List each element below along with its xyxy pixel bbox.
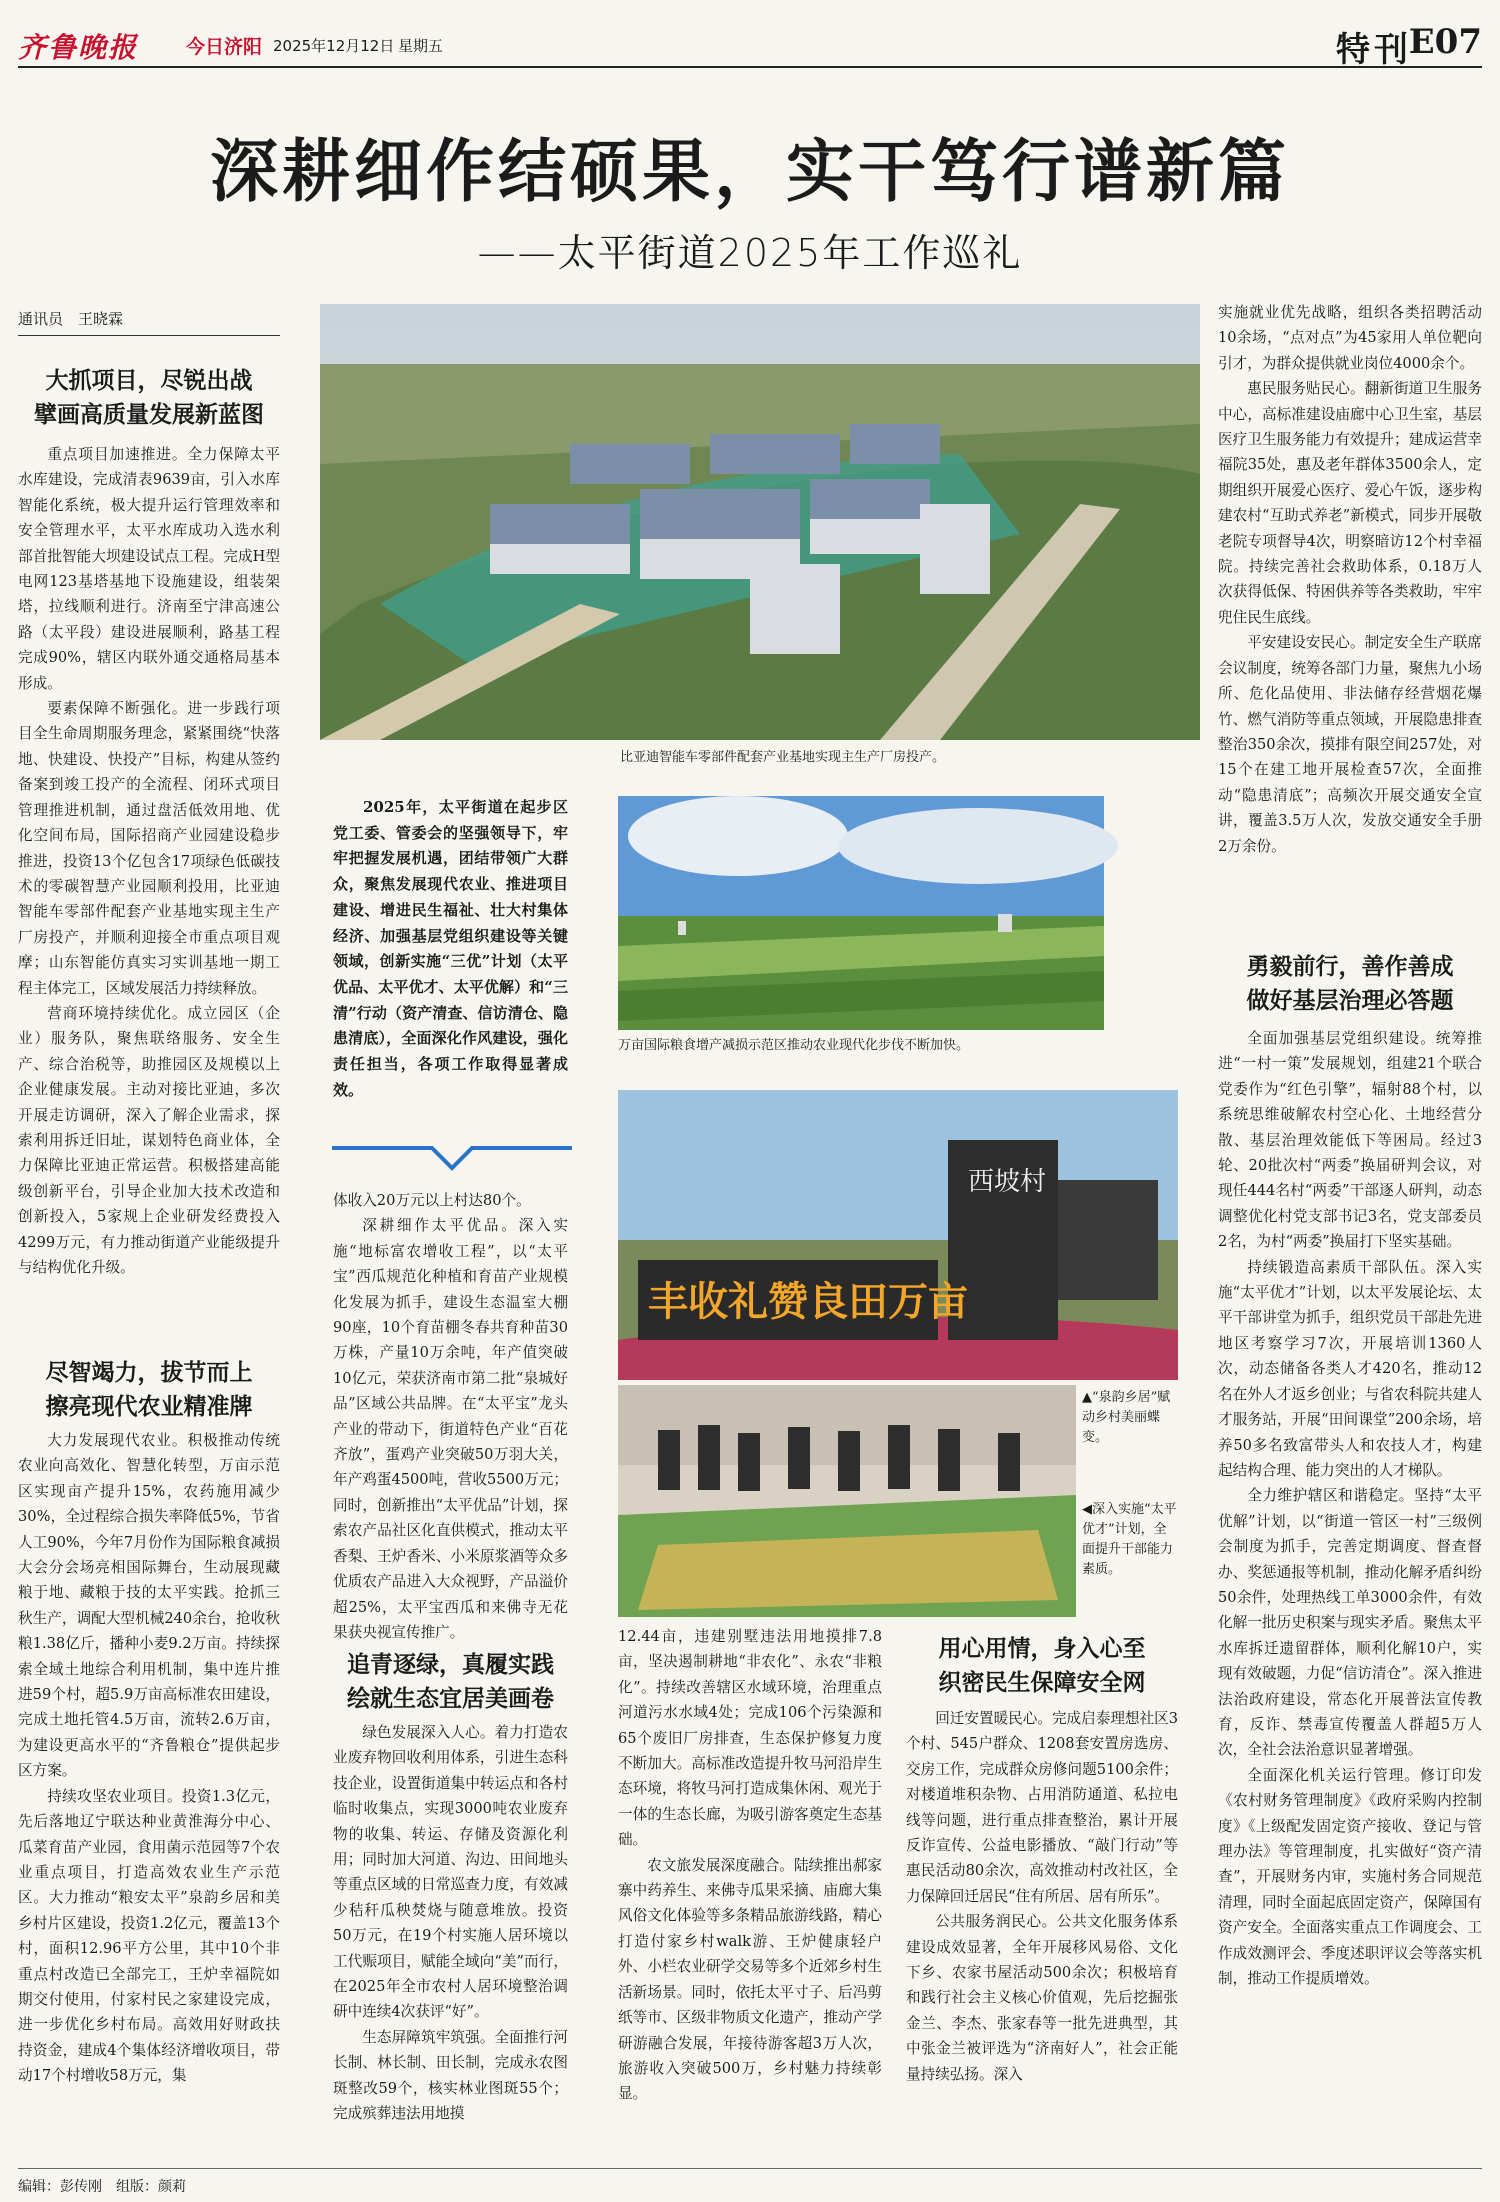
column-3-text [618, 1624, 882, 2168]
photo-caption: 比亚迪智能车零部件配套产业基地实现主生产厂房投产。 [620, 750, 946, 765]
paragraph: 营商环境持续优化。成立园区（企业）服务队，聚焦联络服务、安全生产、综合治税等，助推园区及规模以上企业健康发展。主动对接比亚迪，多次开展走访调研，深入了解企业需求，探索利用拆迁旧址，谋划特色商业体，全力保障比亚迪正常运营。积极搭建高能级创新平台，引导企业加大技术改造和创新投入，5家规上企业研发经费投入4299万元，有力推动街道产业能级提升与结构优化升级。 [18, 1004, 280, 1276]
paragraph: 平安建设安民心。制定安全生产联席会议制度，统筹各部门力量，聚焦九小场所、危化品使用、非法储存经营烟花爆竹、燃气消防等重点领域，开展隐患排查整治350余次，摸排有限空间257处，对15个在建工地开展检查57次，全面推动“隐患清底”；高频次开展交通安全宣讲，覆盖3.5万人次，发放交通安全手册2万余份。 [1218, 634, 1482, 855]
section-title-line: 织密民生保障安全网 [938, 1669, 1146, 1696]
photo-model-viewing [618, 1385, 1076, 1617]
issue-weekday: 星期五 [398, 37, 444, 55]
section-title-line: 绘就生态宜居美画卷 [347, 1685, 554, 1712]
section-title-ecology [333, 1648, 568, 1716]
paragraph: 实施就业优先战略，组织各类招聘活动10余场，“点对点”为45家用人单位靶向引才，为群众提供就业岗位4000余个。 [1218, 304, 1482, 372]
page-number: E07 [1408, 22, 1482, 62]
intro-summary [333, 795, 568, 1161]
paragraph: 全面加强基层党组织建设。统筹推进“一村一策”发展规划，组建21个联合党委作为“红色引擎”，辐射88个村，以系统思维破解农村空心化、土地经营分散、基层治理效能低下等困局。经过3轮、20批次村“两委”换届研判会议，对现任444名村“两委”干部逐人研判，动态调整优化村党支部书记3名，党支部委员2名，为村“两委”换届打下坚实基础。 [1218, 1030, 1482, 1251]
fields-illustration [618, 796, 1104, 1030]
section-title-line: 擘画高质量发展新蓝图 [34, 401, 264, 428]
paragraph: 要素保障不断强化。进一步践行项目全生命周期服务理念，紧紧围绕“快落地、快建设、快投产”目标，构建从签约备案到竣工投产的全流程、闭环式项目管理推进机制，通过盘活低效用地、优化空间布局，国际招商产业园建设稳步推进，投资13个亿包含17项绿色低碳技术的零碳智慧产业园顺利投用，比亚迪智能车零部件配套产业基地实现主生产厂房投产，并顺利迎接全市重点项目观摩；山东智能仿真实习实训基地一期工程主体完工，区域发展活力持续释放。 [18, 700, 280, 997]
column-1-text-lower [18, 1428, 280, 2168]
section-title-governance [1218, 950, 1482, 1018]
section-title-livelihood [906, 1632, 1178, 1700]
paragraph: 体收入20万元以上村达80个。 [333, 1192, 531, 1209]
column-1-text [18, 442, 280, 1350]
paragraph: 生态屏障筑牢筑强。全面推行河长制、林长制、田长制，完成永农图斑整改59个，核实林业图斑55个；完成殡葬违法用地摸 [333, 2028, 568, 2123]
section-title-agriculture [18, 1356, 280, 1424]
byline: 通讯员 王晓霖 [18, 308, 280, 336]
column-2-text [333, 1188, 568, 1641]
section-title-projects [18, 364, 280, 432]
village-sign-text: 西坡村 [968, 1167, 1047, 1197]
factory-aerial-illustration [320, 304, 1200, 740]
photo-caption: 万亩国际粮食增产减损示范区推动农业现代化步伐不断加快。 [618, 1038, 970, 1053]
section-title-line: 追青逐绿，真履实践 [347, 1651, 554, 1678]
paragraph: 12.44亩，违建别墅违法用地摸排7.8亩，坚决遏制耕地“非农化”、永农“非粮化”。持续改善辖区水域环境，治理重点河道污水水域4处；完成106个污染源和65个废旧厂房排查，生态保护修复力度不断加大。高标准改造提升牧马河沿岸生态环境，将牧马河打造成集休闲、观光于一体的生态长廊，为吸引游客奠定生态基础。 [618, 1628, 882, 1849]
section-title-line: 勇毅前行，善作善成 [1246, 953, 1454, 980]
column-5-text [1218, 300, 1482, 928]
footer-divider [18, 2168, 1482, 2169]
section-title-line: 大抓项目，尽锐出战 [45, 367, 253, 394]
section-title-line: 擦亮现代农业精准牌 [45, 1393, 253, 1420]
paragraph: 惠民服务贴民心。翻新街道卫生服务中心，高标准建设庙廊中心卫生室，基层医疗卫生服务能力有效提升；建成运营幸福院35处，惠及老年群体3500余人，定期组织开展爱心医疗、爱心午饭，逐步构建农村“互助式养老”新模式，同步开展敬老院专项督导4次，明察暗访12个村幸福院。持续完善社会救助体系，0.18万人次获得低保、特困供养等各类救助，牢牢兜住民生底线。 [1218, 380, 1482, 626]
photo-factory-aerial [320, 304, 1200, 740]
section-title-line: 做好基层治理必答题 [1246, 987, 1454, 1014]
paragraph: 绿色发展深入人心。着力打造农业废弃物回收利用体系，引进生态科技企业，设置街道集中转运点和各村临时收集点，实现3000吨农业废弃物的收集、转运、存储及资源化利用；同时加大河道、沟边、田间地头等重点区域的日常巡查力度，有效减少秸秆瓜秧焚烧与随意堆放。投资50万元，在19个村实施人居环境以工代赈项目，赋能全域向“美”而行，在2025年全市农村人居环境整治调研中连续4次获评“好”。 [333, 1724, 568, 2021]
footer-credits: 编辑：彭传刚 组版：颜莉 [18, 2179, 186, 2195]
edition-label: 今日济阳 [186, 36, 263, 58]
page-subheadline: ——太平街道2025年工作巡礼 [477, 231, 1023, 275]
paragraph: 持续攻坚农业项目。投资1.3亿元，先后落地辽宁联达种业黄淮海分中心、瓜菜育苗产业园，食用菌示范园等7个农业重点项目，打造高效农业生产示范区。大力推动“粮安太平”泉韵乡居和美乡村片区建设，投资1.2亿元，覆盖13个村，面积12.96平方公里，其中10个非重点村改造已全部完工，王炉幸福院如期交付使用，付家村民之家建设完成，进一步优化乡村布局。高效用好财政扶持资金，建成4个集体经济增收项目，带动17个村增收58万元，集 [18, 1787, 280, 2085]
paragraph: 持续锻造高素质干部队伍。深入实施“太平优才”计划，以太平发展论坛、太平干部讲堂为抓手，组织党员干部赴先进地区考察学习7次，开展培训1360人次，动态储备各类人才420名，推动12名在外人才返乡创业；与省农科院共建人才服务站，开展“田间课堂”200余场，培养50多名致富带头人和农技人才，构建起结构合理、能力突出的人才梯队。 [1218, 1258, 1482, 1479]
photo-caption: ◀深入实施“太平优才”计划，全面提升干部能力素质。 [1082, 1502, 1177, 1577]
village-sign-illustration [618, 1090, 1178, 1380]
issue-date: 2025年12月12日 [273, 37, 395, 55]
section-title-line: 用心用情，身入心至 [938, 1635, 1146, 1662]
paragraph: 全力维护辖区和谐稳定。坚持“太平优解”计划，以“街道一管区一村”三级例会制度为抓手，完善定期调度、督查督办、奖惩通报等机制，推动化解矛盾纠纷50余件，处理热线工单3000余件，有效化解一批历史积案与现实矛盾。聚焦太平水库拆迁遗留群体，顺利化解10户，实现有效破题，力促“信访清仓”。深入推进法治政府建设，常态化开展普法宣传教育，反诈、禁毒宣传覆盖人群超5万人次，全社会法治意识显著增强。 [1218, 1487, 1482, 1759]
column-4-text [906, 1706, 1178, 2168]
photo-village-sign [618, 1090, 1178, 1380]
newspaper-logo: 齐鲁晚报 [18, 31, 139, 64]
chevron-divider-icon [332, 1142, 572, 1176]
paragraph: 农文旅发展深度融合。陆续推出郝家寨中药养生、来佛寺瓜果采摘、庙廊大集风俗文化体验等多条精品旅游线路，精心打造付家乡村walk游、王炉健康轻户外、小栏农业研学交易等多个近郊乡村生活新场景。同时，依托太平寸子、后冯剪纸等市、区级非物质文化遗产，推动产学研游融合发展，年接待游客超3万人次，旅游收入突破500万，乡村魅力持续彰显。 [618, 1856, 882, 2103]
intro-paragraph: 2025年，太平街道在起步区党工委、管委会的坚强领导下，牢牢把握发展机遇，团结带领广大群众，聚焦发展现代农业、推进项目建设、增进民生福祉、壮大村集体经济、加强基层党组织建设等关键领域，创新实施“三优”计划（太平优品、太平优才、太平优解）和“三清”行动（资产清查、信访清仓、隐患清底），全面深化作风建设，强化责任担当，各项工作取得显著成效。 [333, 798, 568, 1099]
photo-caption: ▲“泉韵乡居”赋动乡村美丽蝶变。 [1082, 1390, 1171, 1445]
column-5-text-lower [1218, 1026, 1482, 2168]
masthead [18, 18, 1482, 68]
harvest-sign-text: 丰收礼赞良田万亩 [648, 1278, 968, 1325]
section-title-line: 尽智竭力，拔节而上 [45, 1359, 253, 1386]
column-2-text-lower [333, 1720, 568, 2168]
paragraph: 回迁安置暖民心。完成启泰理想社区3个村、545户群众、1208套安置房选房、交房工作，完成群众房修问题5100余件；对楼道堆积杂物、占用消防通道、私拉电线等问题，进行重点排查整治，累计开展反诈宣传、公益电影播放、“敲门行动”等惠民活动80余次，高效推动村改社区，全力保障回迁居民“住有所居、居有所乐”。 [906, 1710, 1178, 1905]
section-label: 特刊 [1336, 30, 1412, 70]
paragraph: 重点项目加速推进。全力保障太平水库建设，完成清表9639亩，引入水库智能化系统，极大提升运行管理效率和安全管理水平，太平水库成功入选水利部首批智能大坝建设试点工程。完成H型电网123基塔基地下设施建设，组装架塔，拉线顺利进行。济南至宁津高速公路（太平段）建设进展顺利，路基工程完成90%，辖区内联外通交通格局基本形成。 [18, 446, 280, 692]
paragraph: 全面深化机关运行管理。修订印发《农村财务管理制度》《政府采购内控制度》《上级配发固定资产接收、登记与管理办法》等管理制度，扎实做好“资产清查”，开展财务内审，实施村务合同规范清理，同时全面起底固定资产，保障国有资产安全。全面落实重点工作调度会、工作成效测评会、季度述职评议会等落实机制，推动工作提质增效。 [1218, 1766, 1482, 1988]
page-headline: 深耕细作结硕果，实干笃行谱新篇 [209, 132, 1290, 212]
paragraph: 大力发展现代农业。积极推动传统农业向高效化、智慧化转型，万亩示范区实现亩产提升15%，农药施用减少30%，全过程综合损失率降低5%，节省人工90%，今年7月份作为国际粮食减损大会分会场亮相国际舞台，生动展现藏粮于地、藏粮于技的太平实践。抢抓三秋生产，调配大型机械240余台，抢收秋粮1.38亿斤，播种小麦9.2万亩。持续探索全域土地综合利用机制，集中连片推进59个村，超5.9万亩高标准农田建设，完成土地托管4.5万亩，流转2.6万亩，为建设更高水平的“齐鲁粮仓”提供起步区方案。 [18, 1432, 280, 1780]
photo-grain-fields [618, 796, 1104, 1030]
paragraph: 深耕细作太平优品。深入实施“地标富农增收工程”，以“太平宝”西瓜规范化种植和育苗产业规模化发展为抓手，建设生态温室大棚90座，10个育苗棚冬春共育种苗30万株，产量10万余吨，年产值突破10亿元，荣获济南市第二批“泉城好品”区域公共品牌。在“太平宝”龙头产业的带动下，街道特色产业“百花齐放”，蛋鸡产业突破50万羽大关，年产鸡蛋4500吨，营收5500万元；同时，创新推出“太平优品”计划，探索农产品社区化直供模式，推动太平香梨、王炉香米、小米原浆酒等众多优质农产品进入大众视野，产品溢价超25%，太平宝西瓜和来佛寺无花果获央视宣传推广。 [333, 1217, 568, 1641]
paragraph: 公共服务润民心。公共文化服务体系建设成效显著，全年开展移风易俗、文化下乡、农家书屋活动500余次；积极培育和践行社会主义核心价值观，先后挖掘张金兰、李杰、张家春等一批先进典型，其中张金兰被评选为“济南好人”，社会正能量持续弘扬。深入 [906, 1913, 1178, 2083]
meeting-illustration [618, 1385, 1076, 1617]
